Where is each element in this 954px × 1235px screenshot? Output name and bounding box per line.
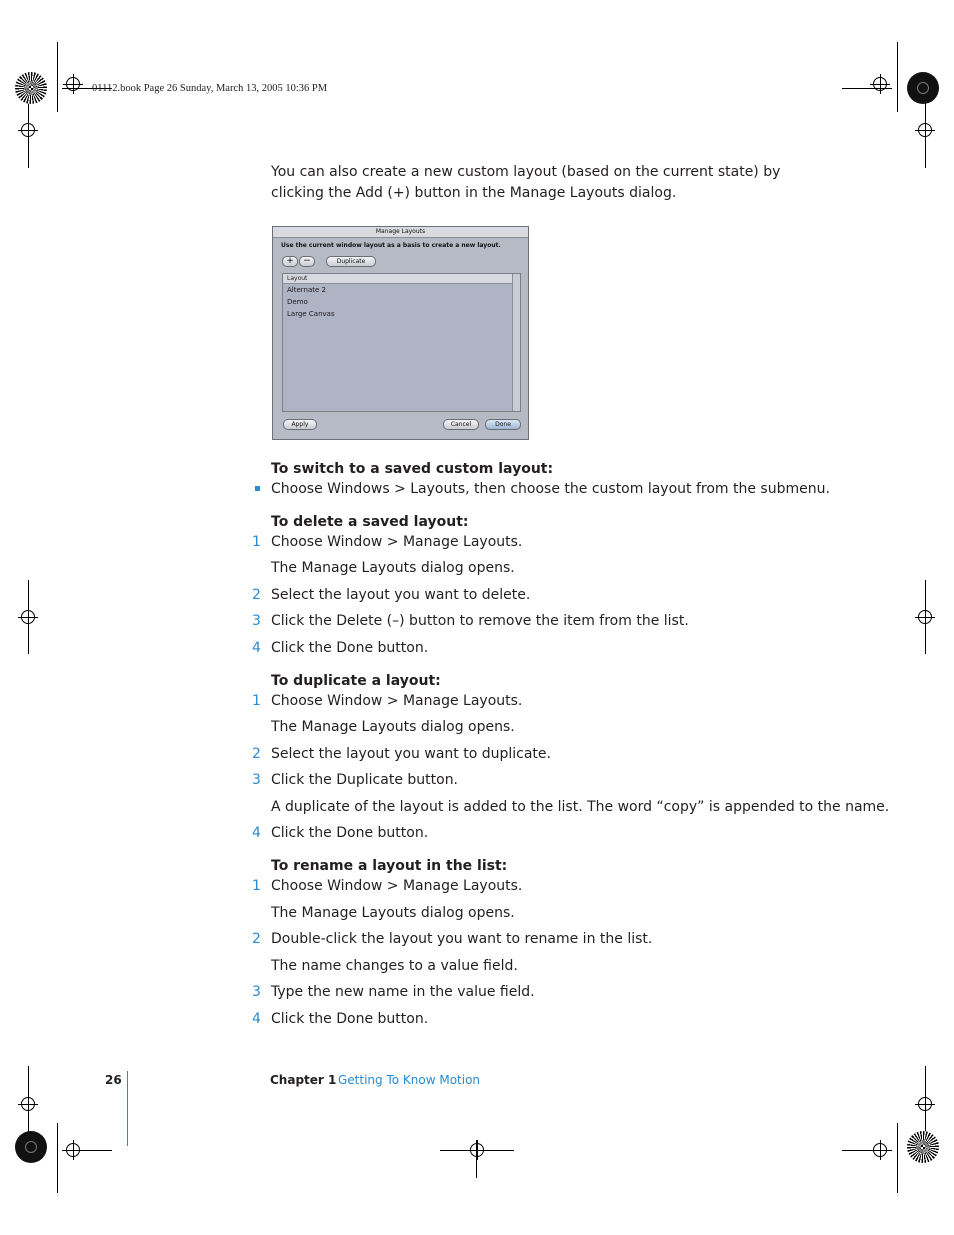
list-item[interactable]: Demo	[287, 298, 308, 306]
bullet-icon	[255, 486, 260, 491]
step-text: Choose Window > Manage Layouts.	[271, 534, 523, 550]
step-number: 3	[252, 772, 261, 788]
step-text: Click the Done button.	[271, 1011, 429, 1027]
print-slug: 01112.book Page 26 Sunday, March 13, 2005 10:36 PM	[92, 83, 328, 94]
step-text: Click the Done button.	[271, 640, 429, 656]
remove-button[interactable]: −	[299, 256, 315, 267]
step-result: A duplicate of the layout is added to the list. The word “copy” is appended to the name.	[271, 799, 890, 815]
intro-paragraph: You can also create a new custom layout (based on the current state) by clicking the Add (+) button in the Manage Layouts dialog.	[271, 164, 781, 201]
step-text: Double-click the layout you want to rename in the list.	[271, 931, 653, 947]
page-number: 26	[105, 1073, 122, 1087]
done-button[interactable]: Done	[485, 419, 521, 430]
step-result: The Manage Layouts dialog opens.	[271, 719, 515, 735]
manage-layouts-dialog	[272, 226, 529, 440]
registration-target-icon	[918, 610, 932, 624]
cancel-button[interactable]: Cancel	[443, 419, 479, 430]
step-text: Choose Window > Manage Layouts.	[271, 878, 523, 894]
dialog-title: Manage Layouts	[273, 227, 528, 238]
registration-dark-icon	[907, 72, 939, 104]
step-text: Click the Duplicate button.	[271, 772, 459, 788]
footer-rule	[127, 1071, 128, 1146]
step-number: 2	[252, 931, 261, 947]
step-text: Choose Window > Manage Layouts.	[271, 693, 523, 709]
registration-target-icon	[918, 1097, 932, 1111]
footer-chapter-title: Getting To Know Motion	[338, 1073, 481, 1087]
apply-button[interactable]: Apply	[283, 419, 317, 430]
list-item[interactable]: Large Canvas	[287, 310, 335, 318]
step-text: Type the new name in the value field.	[271, 984, 535, 1000]
registration-star-icon	[907, 1131, 939, 1163]
step-text: Select the layout you want to duplicate.	[271, 746, 551, 762]
step-result: The Manage Layouts dialog opens.	[271, 560, 515, 576]
step-number: 3	[252, 613, 261, 629]
list-header-layout[interactable]: Layout	[283, 274, 513, 284]
registration-target-icon	[918, 123, 932, 137]
step-number: 4	[252, 825, 261, 841]
duplicate-heading: To duplicate a layout:	[271, 673, 441, 689]
footer-chapter: Chapter 1	[270, 1073, 337, 1087]
registration-dark-icon	[15, 1131, 47, 1163]
step-text: Click the Done button.	[271, 825, 429, 841]
registration-target-icon	[66, 77, 80, 91]
duplicate-button[interactable]: Duplicate	[326, 256, 376, 267]
step-number: 4	[252, 640, 261, 656]
registration-target-icon	[21, 1097, 35, 1111]
layout-list[interactable]	[282, 273, 521, 412]
registration-target-icon	[873, 77, 887, 91]
step-text: Select the layout you want to delete.	[271, 587, 531, 603]
rename-heading: To rename a layout in the list:	[271, 858, 508, 874]
add-button[interactable]: +	[282, 256, 298, 267]
switch-bullet-text: Choose Windows > Layouts, then choose the custom layout from the submenu.	[271, 481, 830, 497]
switch-heading: To switch to a saved custom layout:	[271, 461, 554, 477]
registration-target-icon	[21, 610, 35, 624]
registration-target-icon	[470, 1143, 484, 1157]
dialog-message: Use the current window layout as a basis to create a new layout.	[281, 242, 501, 249]
delete-heading: To delete a saved layout:	[271, 514, 469, 530]
step-number: 2	[252, 587, 261, 603]
step-number: 4	[252, 1011, 261, 1027]
registration-target-icon	[66, 1143, 80, 1157]
list-item[interactable]: Alternate 2	[287, 286, 326, 294]
registration-target-icon	[21, 123, 35, 137]
list-scrollbar[interactable]	[512, 274, 520, 411]
step-text: Click the Delete (–) button to remove the item from the list.	[271, 613, 689, 629]
step-number: 2	[252, 746, 261, 762]
step-number: 1	[252, 534, 261, 550]
step-result: The Manage Layouts dialog opens.	[271, 905, 515, 921]
step-number: 3	[252, 984, 261, 1000]
step-result: The name changes to a value field.	[271, 958, 518, 974]
registration-star-icon	[15, 72, 47, 104]
step-number: 1	[252, 878, 261, 894]
step-number: 1	[252, 693, 261, 709]
registration-target-icon	[873, 1143, 887, 1157]
